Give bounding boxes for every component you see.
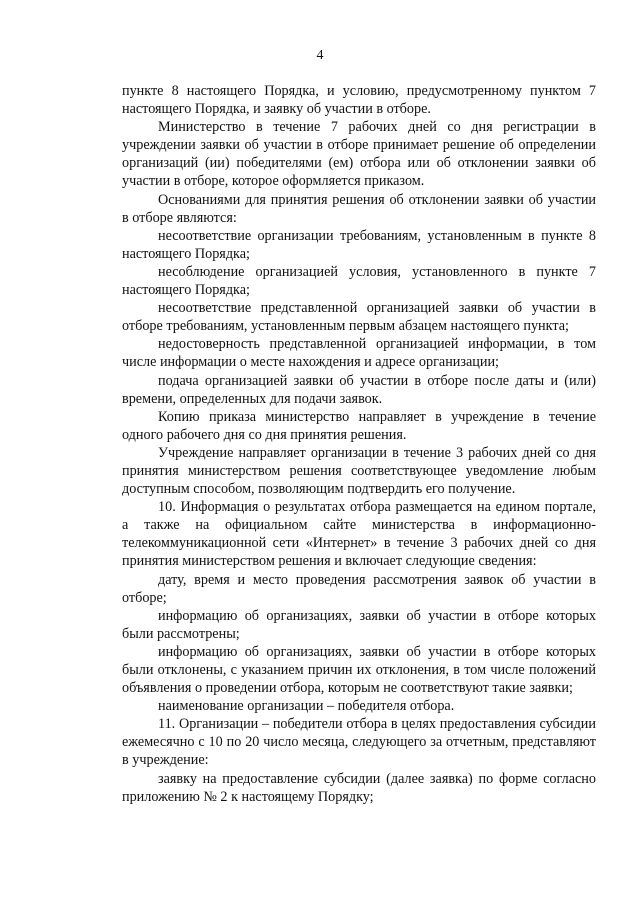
paragraph-item-11: 11. Организации – победители отбора в целях предоставления субсидии ежемесячно с 10 по 20 число месяца, следующего за отчетным, представляют в учреждение: [122, 716, 596, 769]
paragraph-ministry-decision: Министерство в течение 7 рабочих дней со дня регистрации в учреждении заявки об участии в отборе принимает решение об определении организаций (ии) победителями (ем) отбора или об отклонении заявки об участии в отборе, которое оформляется приказом. [122, 119, 596, 190]
list-item-date-time-place: дату, время и место проведения рассмотрения заявок об участии в отборе; [122, 571, 596, 606]
paragraph-continuation: пункте 8 настоящего Порядка, и условию, предусмотренному пунктом 7 настоящего Порядка, и заявку об участии в отборе. [122, 83, 596, 118]
list-item-winner-name: наименование организации – победителя отбора. [158, 698, 455, 715]
list-item-application-mismatch: несоответствие представленной организацией заявки об участии в отборе требованиям, установленным первым абзацем настоящего пункта; [122, 300, 596, 335]
list-item-requirements-mismatch: несоответствие организации требованиям, установленным в пункте 8 настоящего Порядка; [122, 227, 596, 262]
list-item-subsidy-application: заявку на предоставление субсидии (далее заявка) по форме согласно приложению № 2 к настоящему Порядку; [122, 770, 596, 805]
list-item-rejected-organizations: информацию об организациях, заявки об участии в отборе которых были отклонены, с указанием причин их отклонения, в том числе положений объявления о проведении отбора, которым не соответствуют такие заявки; [122, 643, 596, 697]
document-body [122, 82, 596, 806]
list-item-condition-violation: несоблюдение организацией условия, установленного в пункте 7 настоящего Порядка; [122, 263, 596, 299]
paragraph-order-copy: Копию приказа министерство направляет в учреждение в течение одного рабочего дня со дня принятия решения. [122, 408, 596, 443]
list-item-late-submission: подача организацией заявки об участии в отборе после даты и (или) времени, определенных для подачи заявок. [122, 372, 596, 407]
page-number: 4 [316, 48, 324, 63]
paragraph-notification: Учреждение направляет организации в течение 3 рабочих дней со дня принятия министерством решения соответствующее уведомление любым доступным способом, позволяющим подтвердить его получение. [122, 444, 596, 498]
list-item-unreliable-info: недостоверность представленной организацией информации, в том числе информации о месте нахождения и адресе организации; [122, 336, 596, 371]
list-item-reviewed-organizations: информацию об организациях, заявки об участии в отборе которых были рассмотрены; [122, 607, 596, 642]
paragraph-item-10: 10. Информация о результатах отбора размещается на едином портале, а также на официальном сайте министерства в информационно-телекоммуникационной сети «Интернет» в течение 3 рабочих дней со дня принятия министерством решения и включает следующие сведения: [122, 499, 596, 570]
paragraph-rejection-grounds: Основаниями для принятия решения об отклонении заявки об участии в отборе являются: [122, 191, 596, 226]
